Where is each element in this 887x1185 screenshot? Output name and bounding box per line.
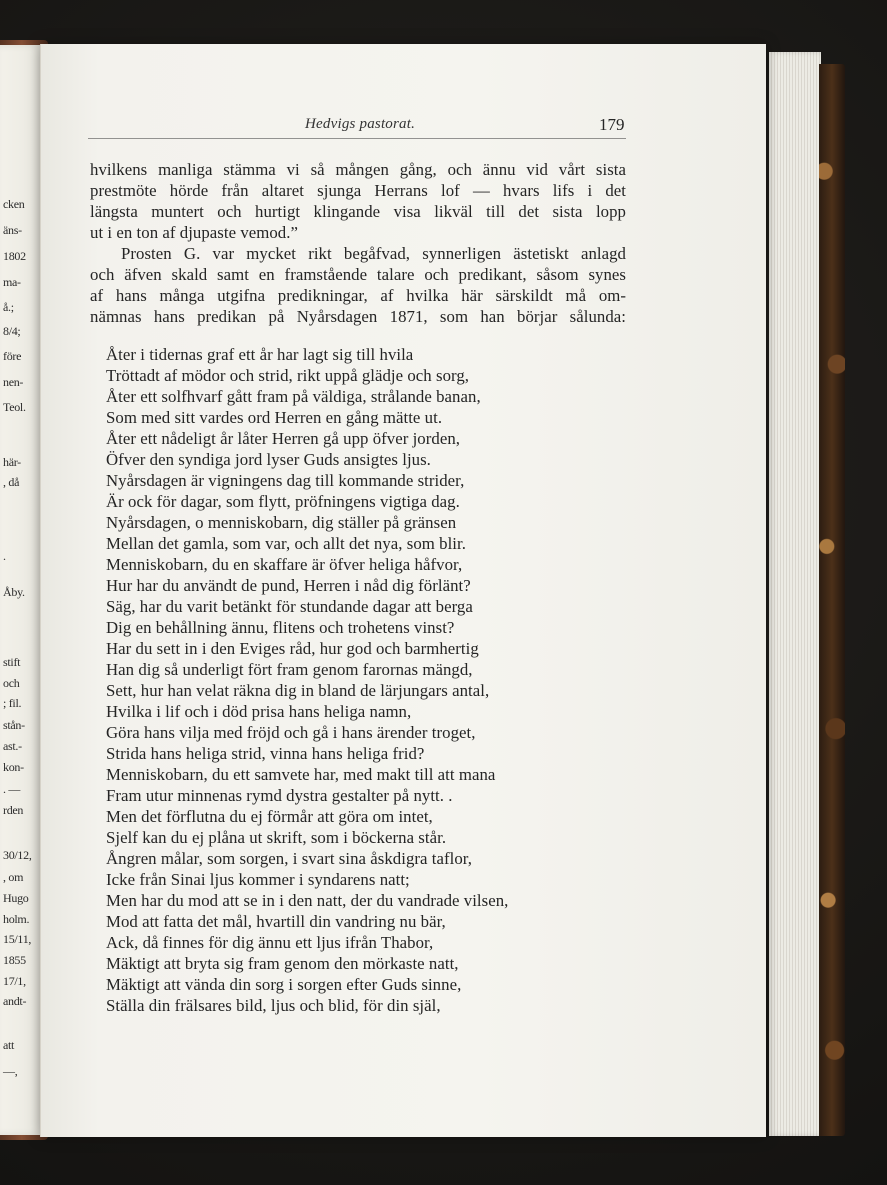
left-page-fragment: Hugo — [3, 891, 29, 905]
poem-line: Icke från Sinai ljus kommer i syndarens natt; — [106, 870, 410, 889]
left-page-fragment: kon- — [3, 760, 24, 774]
poem-line: Åter ett nådeligt år låter Herren gå upp öfver jorden, — [106, 429, 461, 448]
left-page-fragment: holm. — [3, 912, 30, 926]
poem-line: Nyårsdagen är vigningens dag till kommande strider, — [106, 471, 465, 490]
left-page-fragment: ma- — [3, 275, 21, 289]
prose-line: nämnas hans predikan på Nyårsdagen 1871, som han börjar sålunda: — [90, 307, 626, 326]
left-page-fragment: före — [3, 349, 22, 363]
poem-line: Menniskobarn, du ett samvete har, med makt till att mana — [106, 765, 496, 784]
poem-line: Ställa din frälsares bild, ljus och blid, för din själ, — [106, 996, 441, 1015]
poem-line: Ångren målar, som sorgen, i svart sina åskdigra taflor, — [106, 849, 472, 868]
left-page-fragment: 17/1, — [3, 974, 26, 988]
prose-line: hvilkens manliga stämma vi så mången gång, och ännu vid vårt sista — [90, 160, 626, 179]
poem-line: Strida hans heliga strid, vinna hans heliga frid? — [106, 744, 425, 763]
left-page-fragment: 1802 — [3, 249, 26, 263]
poem-line: Öfver den syndiga jord lyser Guds ansigtes ljus. — [106, 450, 431, 469]
marbled-cover-edge — [819, 64, 845, 1136]
prose-line: af hans många utgifna predikningar, af hvilka här särskildt må om- — [90, 286, 626, 305]
header-rule — [88, 138, 626, 139]
left-page-fragment: . — [3, 549, 6, 563]
left-page-fragment: Åby. — [3, 585, 25, 599]
prose-line: ut i en ton af djupaste vemod.” — [90, 223, 298, 242]
running-title: Hedvigs pastorat. — [305, 116, 416, 132]
left-page-fragment: stift — [3, 655, 21, 669]
poem-line: Dig en behållning ännu, flitens och trohetens vinst? — [106, 618, 455, 637]
left-page-fragment: Teol. — [3, 400, 26, 414]
left-page-fragment: och — [3, 676, 20, 690]
prose-line: och äfven skald samt en framstående talare och predikant, såsom synes — [90, 265, 626, 284]
poem-line: Men har du mod att se in i den natt, der du vandrade vilsen, — [106, 891, 509, 910]
left-page-fragment: , om — [3, 870, 24, 884]
poem-line: Åter i tidernas graf ett år har lagt sig till hvila — [106, 345, 414, 364]
left-page-fragment: här- — [3, 455, 21, 469]
poem-line: Han dig så underligt fört fram genom farornas mängd, — [106, 660, 473, 679]
left-page-fragment: ast.- — [3, 739, 22, 753]
left-page-fragment: . — — [3, 782, 21, 796]
left-page-fragment: cken — [3, 197, 25, 211]
poem-line: Mod att fatta det mål, hvartill din vandring nu bär, — [106, 912, 446, 931]
poem-line: Är ock för dagar, som flytt, pröfningens vigtiga dag. — [106, 492, 460, 511]
poem-line: Fram utur minnenas rymd dystra gestalter på nytt. . — [106, 786, 453, 805]
page-stack-edge — [769, 52, 821, 1136]
poem-line: Som med sitt vardes ord Herren en gång mätte ut. — [106, 408, 443, 427]
left-page-fragment: 30/12, — [3, 848, 32, 862]
left-page-fragment: andt- — [3, 994, 27, 1008]
poem-line: Säg, har du varit betänkt för stundande dagar att berga — [106, 597, 473, 616]
poem-line: Hur har du användt de pund, Herren i nåd dig förlänt? — [106, 576, 471, 595]
poem-line: Men det förflutna du ej förmår att göra om intet, — [106, 807, 433, 826]
left-page-fragment: 1855 — [3, 953, 26, 967]
prose-line: prestmöte hörde från altaret sjunga Herrans lof — hvars lifs i det — [90, 181, 626, 200]
left-page-fragment: å.; — [3, 300, 14, 314]
left-page-fragment: att — [3, 1038, 15, 1052]
poem-line: Hvilka i lif och i död prisa hans heliga namn, — [106, 702, 412, 721]
left-page-fragment: —, — [3, 1064, 18, 1078]
poem-line: Mäktigt att vända din sorg i sorgen efter Guds sinne, — [106, 975, 462, 994]
poem-line: Menniskobarn, du en skaffare är öfver heliga håfvor, — [106, 555, 463, 574]
prose-line: Prosten G. var mycket rikt begåfvad, synnerligen ästetiskt anlagd — [121, 244, 626, 263]
left-page-fragment: ; fil. — [3, 696, 22, 710]
left-page-fragment: , då — [3, 475, 20, 489]
left-page-fragment: 8/4; — [3, 324, 21, 338]
poem-line: Tröttadt af mödor och strid, rikt uppå glädje och sorg, — [106, 366, 470, 385]
left-page-fragment: äns- — [3, 223, 22, 237]
left-page — [0, 45, 45, 1135]
left-page-fragment: stån- — [3, 718, 25, 732]
left-page-fragment: nen- — [3, 375, 24, 389]
poem-line: Mäktigt att bryta sig fram genom den mörkaste natt, — [106, 954, 459, 973]
poem-line: Har du sett in i den Eviges råd, hur god och barmhertig — [106, 639, 479, 658]
poem-line: Ack, då finnes för dig ännu ett ljus ifrån Thabor, — [106, 933, 434, 952]
page-number: 179 — [599, 115, 625, 134]
poem-line: Nyårsdagen, o menniskobarn, dig ställer på gränsen — [106, 513, 457, 532]
poem-line: Göra hans vilja med fröjd och gå i hans ärender troget, — [106, 723, 476, 742]
poem-line: Mellan det gamla, som var, och allt det nya, som blir. — [106, 534, 466, 553]
poem-line: Åter ett solfhvarf gått fram på väldiga, strålande banan, — [106, 387, 481, 406]
left-page-fragment: 15/11, — [3, 932, 32, 946]
prose-line: längsta muntert och hurtigt klingande visa likväl till det sista lopp — [90, 202, 626, 221]
poem-line: Sjelf kan du ej plåna ut skrift, som i böckerna står. — [106, 828, 447, 847]
left-page-fragment: rden — [3, 803, 24, 817]
poem-line: Sett, hur han velat räkna dig in bland de lärjungars antal, — [106, 681, 490, 700]
